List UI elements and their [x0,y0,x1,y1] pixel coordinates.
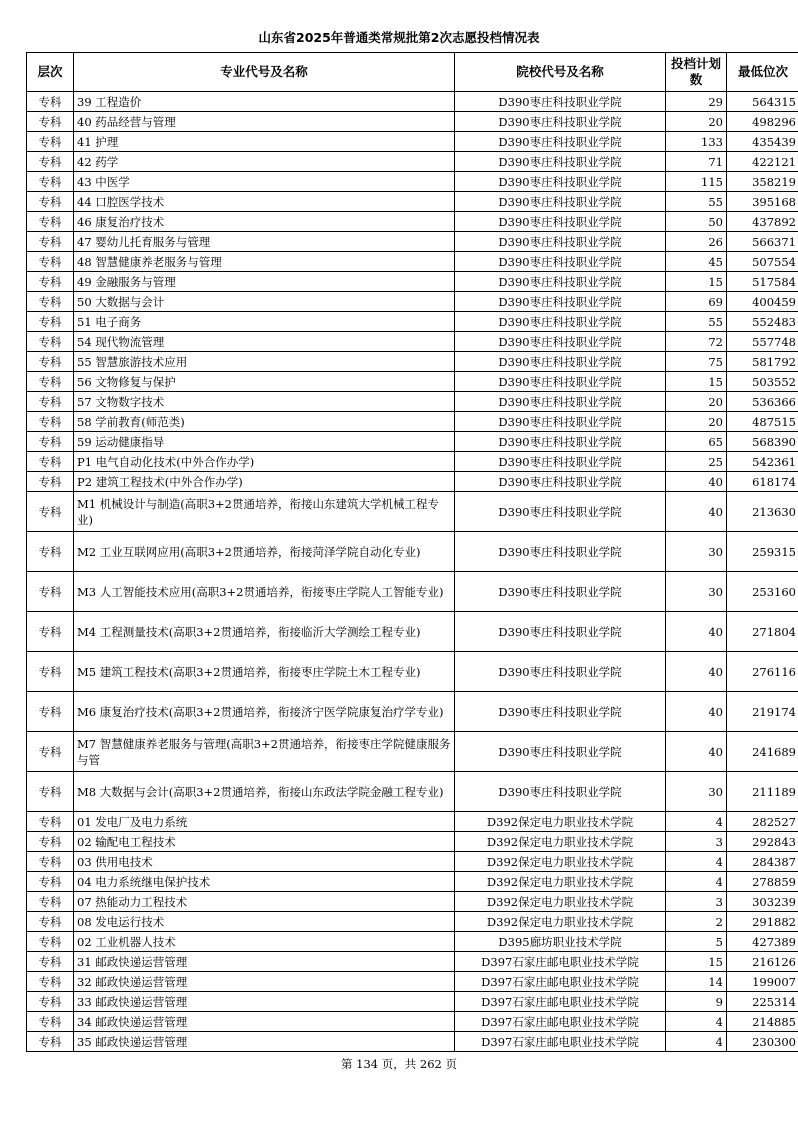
cell-school: D397石家庄邮电职业技术学院 [455,1032,666,1052]
cell-school: D397石家庄邮电职业技术学院 [455,992,666,1012]
header-level: 层次 [27,53,74,92]
cell-rank: 358219 [727,172,798,192]
cell-major: 44 口腔医学技术 [74,192,455,212]
cell-level: 专科 [27,472,74,492]
cell-major: M1 机械设计与制造(高职3+2贯通培养，衔接山东建筑大学机械工程专业) [74,492,455,532]
cell-rank: 542361 [727,452,798,472]
cell-rank: 487515 [727,412,798,432]
cell-major: 42 药学 [74,152,455,172]
cell-plan: 5 [666,932,727,952]
cell-major: 55 智慧旅游技术应用 [74,352,455,372]
cell-major: 32 邮政快递运营管理 [74,972,455,992]
cell-rank: 291882 [727,912,798,932]
cell-level: 专科 [27,112,74,132]
table-row [27,952,798,972]
cell-major: 54 现代物流管理 [74,332,455,352]
header-plan: 投档计划数 [666,53,727,92]
cell-level: 专科 [27,932,74,952]
cell-rank: 566371 [727,232,798,252]
table-body [27,92,798,1052]
cell-major: 33 邮政快递运营管理 [74,992,455,1012]
cell-major: 01 发电厂及电力系统 [74,812,455,832]
cell-school: D390枣庄科技职业学院 [455,392,666,412]
cell-plan: 9 [666,992,727,1012]
cell-major: 57 文物数字技术 [74,392,455,412]
cell-school: D390枣庄科技职业学院 [455,492,666,532]
table-row [27,132,798,152]
cell-plan: 29 [666,92,727,112]
cell-rank: 219174 [727,692,798,732]
cell-plan: 69 [666,292,727,312]
table-row [27,772,798,812]
table-header-row [27,53,798,92]
cell-major: 04 电力系统继电保护技术 [74,872,455,892]
table-row [27,612,798,652]
cell-level: 专科 [27,1032,74,1052]
cell-plan: 40 [666,732,727,772]
cell-plan: 40 [666,472,727,492]
cell-rank: 276116 [727,652,798,692]
admission-table [26,52,798,1052]
table-row [27,472,798,492]
cell-school: D392保定电力职业技术学院 [455,892,666,912]
cell-plan: 15 [666,272,727,292]
cell-school: D390枣庄科技职业学院 [455,612,666,652]
cell-level: 专科 [27,352,74,372]
cell-level: 专科 [27,692,74,732]
cell-school: D395廊坊职业技术学院 [455,932,666,952]
cell-level: 专科 [27,572,74,612]
cell-plan: 3 [666,892,727,912]
cell-rank: 507554 [727,252,798,272]
cell-rank: 437892 [727,212,798,232]
cell-major: M8 大数据与会计(高职3+2贯通培养，衔接山东政法学院金融工程专业) [74,772,455,812]
cell-plan: 4 [666,812,727,832]
cell-major: M4 工程测量技术(高职3+2贯通培养，衔接临沂大学测绘工程专业) [74,612,455,652]
cell-plan: 26 [666,232,727,252]
cell-school: D397石家庄邮电职业技术学院 [455,972,666,992]
cell-level: 专科 [27,952,74,972]
table-row [27,92,798,112]
table-row [27,812,798,832]
cell-major: 41 护理 [74,132,455,152]
cell-rank: 259315 [727,532,798,572]
cell-rank: 303239 [727,892,798,912]
table-row [27,172,798,192]
cell-major: 59 运动健康指导 [74,432,455,452]
cell-major: 51 电子商务 [74,312,455,332]
cell-major: 02 输配电工程技术 [74,832,455,852]
cell-level: 专科 [27,812,74,832]
cell-plan: 50 [666,212,727,232]
cell-plan: 40 [666,492,727,532]
table-row [27,192,798,212]
header-school: 院校代号及名称 [455,53,666,92]
cell-plan: 4 [666,852,727,872]
cell-plan: 55 [666,192,727,212]
table-row [27,392,798,412]
cell-level: 专科 [27,292,74,312]
cell-major: 34 邮政快递运营管理 [74,1012,455,1032]
table-row [27,432,798,452]
cell-plan: 55 [666,312,727,332]
table-row [27,232,798,252]
cell-school: D390枣庄科技职业学院 [455,152,666,172]
table-row [27,112,798,132]
cell-major: M6 康复治疗技术(高职3+2贯通培养，衔接济宁医学院康复治疗学专业) [74,692,455,732]
table-row [27,372,798,392]
table-row [27,272,798,292]
cell-plan: 4 [666,1012,727,1032]
cell-level: 专科 [27,992,74,1012]
cell-school: D392保定电力职业技术学院 [455,812,666,832]
cell-school: D390枣庄科技职业学院 [455,92,666,112]
cell-level: 专科 [27,872,74,892]
table-row [27,1032,798,1052]
table-row [27,732,798,772]
cell-level: 专科 [27,652,74,692]
cell-plan: 20 [666,112,727,132]
cell-plan: 30 [666,532,727,572]
cell-level: 专科 [27,92,74,112]
cell-plan: 2 [666,912,727,932]
cell-rank: 278859 [727,872,798,892]
cell-school: D390枣庄科技职业学院 [455,132,666,152]
cell-school: D390枣庄科技职业学院 [455,292,666,312]
cell-level: 专科 [27,192,74,212]
table-row [27,872,798,892]
cell-major: M2 工业互联网应用(高职3+2贯通培养，衔接菏泽学院自动化专业) [74,532,455,572]
cell-major: 39 工程造价 [74,92,455,112]
cell-plan: 15 [666,952,727,972]
cell-rank: 435439 [727,132,798,152]
header-rank: 最低位次 [727,53,798,92]
cell-rank: 557748 [727,332,798,352]
cell-level: 专科 [27,832,74,852]
cell-level: 专科 [27,912,74,932]
cell-major: 35 邮政快递运营管理 [74,1032,455,1052]
cell-level: 专科 [27,432,74,452]
cell-school: D392保定电力职业技术学院 [455,872,666,892]
cell-rank: 422121 [727,152,798,172]
cell-major: 43 中医学 [74,172,455,192]
cell-plan: 133 [666,132,727,152]
cell-major: 40 药品经营与管理 [74,112,455,132]
table-row [27,452,798,472]
cell-school: D390枣庄科技职业学院 [455,732,666,772]
cell-major: 31 邮政快递运营管理 [74,952,455,972]
cell-plan: 40 [666,692,727,732]
cell-level: 专科 [27,172,74,192]
cell-school: D392保定电力职业技术学院 [455,832,666,852]
cell-plan: 40 [666,612,727,652]
cell-level: 专科 [27,252,74,272]
cell-rank: 400459 [727,292,798,312]
cell-level: 专科 [27,372,74,392]
cell-major: M3 人工智能技术应用(高职3+2贯通培养，衔接枣庄学院人工智能专业) [74,572,455,612]
cell-rank: 618174 [727,472,798,492]
table-row [27,1012,798,1032]
table-row [27,972,798,992]
cell-school: D390枣庄科技职业学院 [455,652,666,692]
cell-major: P2 建筑工程技术(中外合作办学) [74,472,455,492]
cell-plan: 30 [666,572,727,612]
cell-major: M7 智慧健康养老服务与管理(高职3+2贯通培养，衔接枣庄学院健康服务与管 [74,732,455,772]
cell-rank: 503552 [727,372,798,392]
table-row [27,892,798,912]
cell-major: 49 金融服务与管理 [74,272,455,292]
cell-plan: 3 [666,832,727,852]
cell-school: D390枣庄科技职业学院 [455,332,666,352]
cell-school: D390枣庄科技职业学院 [455,192,666,212]
cell-rank: 395168 [727,192,798,212]
cell-rank: 211189 [727,772,798,812]
page-title: 山东省2025年普通类常规批第2次志愿投档情况表 [258,30,540,45]
cell-level: 专科 [27,412,74,432]
cell-level: 专科 [27,892,74,912]
cell-major: M5 建筑工程技术(高职3+2贯通培养，衔接枣庄学院土木工程专业) [74,652,455,692]
cell-rank: 230300 [727,1032,798,1052]
cell-rank: 271804 [727,612,798,652]
cell-rank: 253160 [727,572,798,612]
cell-school: D390枣庄科技职业学院 [455,112,666,132]
cell-level: 专科 [27,132,74,152]
cell-major: 02 工业机器人技术 [74,932,455,952]
cell-major: P1 电气自动化技术(中外合作办学) [74,452,455,472]
cell-plan: 20 [666,392,727,412]
table-row [27,852,798,872]
cell-major: 50 大数据与会计 [74,292,455,312]
cell-school: D390枣庄科技职业学院 [455,412,666,432]
cell-school: D390枣庄科技职业学院 [455,472,666,492]
table-row [27,932,798,952]
cell-rank: 284387 [727,852,798,872]
table-row [27,992,798,1012]
cell-rank: 213630 [727,492,798,532]
cell-school: D390枣庄科技职业学院 [455,532,666,572]
cell-level: 专科 [27,852,74,872]
cell-level: 专科 [27,312,74,332]
cell-level: 专科 [27,732,74,772]
cell-school: D390枣庄科技职业学院 [455,252,666,272]
cell-school: D397石家庄邮电职业技术学院 [455,952,666,972]
table-row [27,492,798,532]
cell-major: 07 热能动力工程技术 [74,892,455,912]
cell-plan: 4 [666,1032,727,1052]
cell-plan: 65 [666,432,727,452]
cell-level: 专科 [27,532,74,572]
table-row [27,412,798,432]
page-footer: 第 134 页，共 262 页 [340,1057,458,1071]
cell-level: 专科 [27,972,74,992]
cell-plan: 4 [666,872,727,892]
cell-plan: 25 [666,452,727,472]
cell-level: 专科 [27,152,74,172]
table-row [27,152,798,172]
cell-major: 56 文物修复与保护 [74,372,455,392]
cell-school: D392保定电力职业技术学院 [455,912,666,932]
cell-plan: 20 [666,412,727,432]
cell-school: D390枣庄科技职业学院 [455,352,666,372]
table-row [27,912,798,932]
cell-level: 专科 [27,452,74,472]
cell-rank: 241689 [727,732,798,772]
cell-rank: 536366 [727,392,798,412]
table-row [27,832,798,852]
table-row [27,652,798,692]
cell-rank: 564315 [727,92,798,112]
cell-rank: 568390 [727,432,798,452]
cell-rank: 552483 [727,312,798,332]
cell-plan: 72 [666,332,727,352]
cell-rank: 498296 [727,112,798,132]
cell-rank: 282527 [727,812,798,832]
cell-rank: 517584 [727,272,798,292]
cell-level: 专科 [27,212,74,232]
cell-rank: 292843 [727,832,798,852]
cell-plan: 71 [666,152,727,172]
cell-level: 专科 [27,612,74,652]
cell-plan: 45 [666,252,727,272]
table-row [27,252,798,272]
cell-school: D390枣庄科技职业学院 [455,692,666,732]
cell-school: D390枣庄科技职业学院 [455,312,666,332]
cell-school: D392保定电力职业技术学院 [455,852,666,872]
cell-major: 03 供用电技术 [74,852,455,872]
cell-rank: 225314 [727,992,798,1012]
cell-school: D390枣庄科技职业学院 [455,232,666,252]
cell-rank: 214885 [727,1012,798,1032]
cell-rank: 216126 [727,952,798,972]
cell-level: 专科 [27,1012,74,1032]
cell-level: 专科 [27,772,74,812]
cell-plan: 40 [666,652,727,692]
cell-plan: 30 [666,772,727,812]
cell-major: 48 智慧健康养老服务与管理 [74,252,455,272]
table-row [27,332,798,352]
cell-school: D390枣庄科技职业学院 [455,432,666,452]
cell-major: 46 康复治疗技术 [74,212,455,232]
cell-school: D390枣庄科技职业学院 [455,452,666,472]
table-row [27,572,798,612]
cell-level: 专科 [27,332,74,352]
table-row [27,692,798,732]
cell-school: D390枣庄科技职业学院 [455,772,666,812]
cell-level: 专科 [27,492,74,532]
cell-school: D390枣庄科技职业学院 [455,172,666,192]
table-row [27,352,798,372]
table-row [27,292,798,312]
cell-school: D390枣庄科技职业学院 [455,212,666,232]
cell-rank: 581792 [727,352,798,372]
cell-major: 47 婴幼儿托育服务与管理 [74,232,455,252]
cell-plan: 14 [666,972,727,992]
cell-plan: 75 [666,352,727,372]
cell-major: 08 发电运行技术 [74,912,455,932]
table-row [27,532,798,572]
cell-plan: 115 [666,172,727,192]
cell-level: 专科 [27,232,74,252]
cell-school: D397石家庄邮电职业技术学院 [455,1012,666,1032]
cell-school: D390枣庄科技职业学院 [455,372,666,392]
cell-major: 58 学前教育(师范类) [74,412,455,432]
cell-plan: 15 [666,372,727,392]
table-row [27,312,798,332]
header-major: 专业代号及名称 [74,53,455,92]
cell-rank: 427389 [727,932,798,952]
cell-school: D390枣庄科技职业学院 [455,572,666,612]
table-row [27,212,798,232]
cell-level: 专科 [27,272,74,292]
cell-school: D390枣庄科技职业学院 [455,272,666,292]
cell-level: 专科 [27,392,74,412]
cell-rank: 199007 [727,972,798,992]
